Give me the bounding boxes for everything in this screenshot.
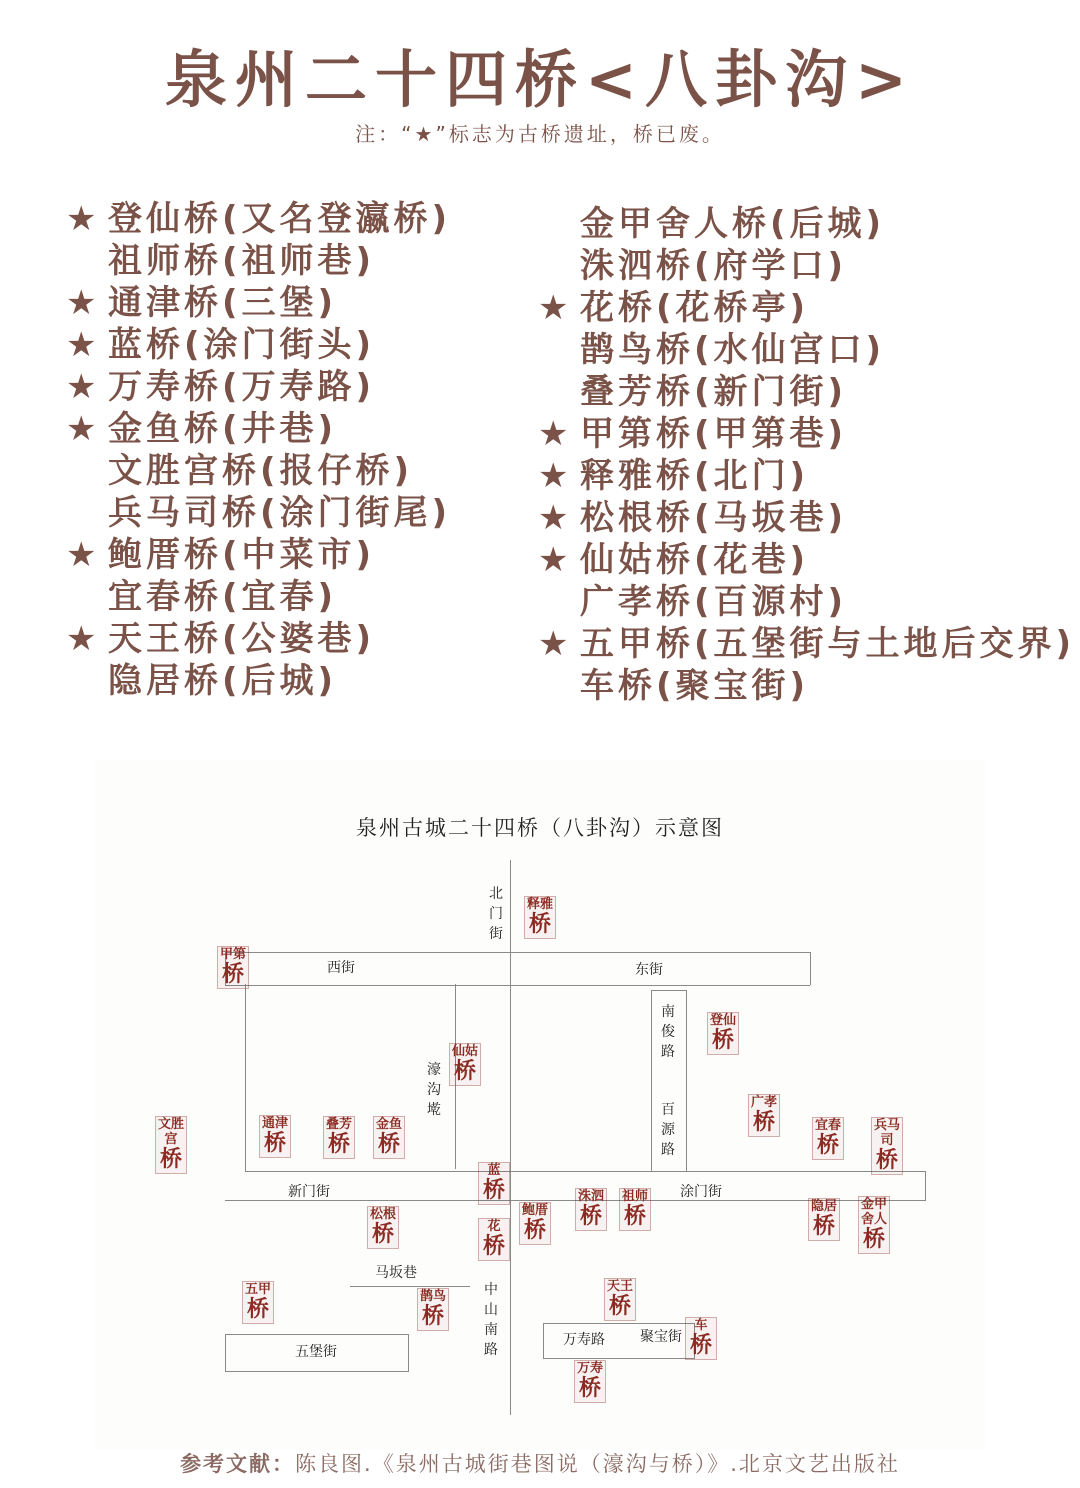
road-line bbox=[350, 1286, 470, 1287]
bridge-list-right bbox=[538, 203, 1075, 707]
seal-tianwang: 天王 桥 bbox=[604, 1278, 636, 1321]
star-icon bbox=[538, 329, 580, 371]
bridge-list-text: 鹊鸟桥(水仙宫口) bbox=[580, 330, 886, 370]
map-title: 泉州古城二十四桥（八卦沟）示意图 bbox=[356, 816, 724, 840]
star-icon: ★ bbox=[66, 535, 101, 575]
bridge-list-item bbox=[66, 324, 451, 366]
seal-bingmasi: 兵马司 桥 bbox=[871, 1117, 903, 1175]
bridge-list-text: 车桥(聚宝街) bbox=[580, 666, 810, 706]
star-icon: ★ bbox=[538, 540, 573, 580]
seal-jinyu: 金鱼 桥 bbox=[373, 1116, 405, 1159]
bridge-list-text: 叠芳桥(新门街) bbox=[580, 372, 848, 412]
star-icon bbox=[66, 576, 108, 618]
seal-queniao: 鹊鸟 桥 bbox=[417, 1288, 449, 1331]
bridge-list-text: 通津桥(三堡) bbox=[108, 283, 338, 323]
haogoudun-label: 濠沟墘 bbox=[427, 1062, 441, 1118]
bridge-list-text: 金甲舍人桥(后城) bbox=[580, 204, 886, 244]
beimenjie-label: 北门街 bbox=[489, 886, 503, 942]
bridge-list-item bbox=[538, 665, 1075, 707]
bridge-list-text: 蓝桥(涂门街头) bbox=[108, 325, 376, 365]
bridge-list-item bbox=[66, 618, 451, 660]
bridge-list-text: 广孝桥(百源村) bbox=[580, 582, 848, 622]
star-icon bbox=[538, 203, 580, 245]
bridge-list-item bbox=[538, 287, 1075, 329]
bridge-list-text: 祖师桥(祖师巷) bbox=[108, 241, 376, 281]
page-title: 泉州二十四桥<八卦沟> bbox=[165, 43, 915, 116]
seal-jiadi: 甲第 桥 bbox=[217, 946, 249, 989]
star-icon: ★ bbox=[538, 498, 573, 538]
star-icon: ★ bbox=[66, 283, 101, 323]
bridge-list-item bbox=[66, 240, 451, 282]
zhongshannanlu-label: 中山南路 bbox=[484, 1282, 498, 1358]
bridge-list-item bbox=[66, 408, 451, 450]
wanshoulu-label: 万寿路 bbox=[563, 1332, 605, 1348]
seal-zushi: 祖师 桥 bbox=[619, 1188, 651, 1231]
seal-dengxian: 登仙 桥 bbox=[707, 1012, 739, 1055]
bridge-list-item bbox=[538, 245, 1075, 287]
bridge-list-text: 花桥(花桥亭) bbox=[580, 288, 810, 328]
road-line bbox=[925, 1171, 926, 1201]
star-icon bbox=[66, 450, 108, 492]
star-icon bbox=[66, 492, 108, 534]
star-icon: ★ bbox=[66, 199, 101, 239]
star-icon: ★ bbox=[538, 414, 573, 454]
bridge-list-text: 释雅桥(北门) bbox=[580, 456, 810, 496]
seal-guangxiao: 广孝 桥 bbox=[748, 1094, 780, 1137]
bridge-list-item bbox=[538, 203, 1075, 245]
seal-jinjiasheren: 金甲舍人 桥 bbox=[858, 1196, 890, 1254]
bridge-list-item bbox=[66, 282, 451, 324]
bridge-list-left bbox=[66, 198, 451, 702]
bridge-list-text: 仙姑桥(花巷) bbox=[580, 540, 810, 580]
seal-xiangu: 仙姑 桥 bbox=[449, 1043, 481, 1086]
road-line bbox=[245, 1171, 925, 1172]
dongjie-label: 东街 bbox=[635, 962, 663, 978]
bridge-list-text: 隐居桥(后城) bbox=[108, 661, 338, 701]
road-line bbox=[245, 984, 246, 1172]
bridge-list-text: 文胜宫桥(报仔桥) bbox=[108, 451, 414, 491]
bridge-list-text: 宜春桥(宜春) bbox=[108, 577, 338, 617]
seal-shiya: 释雅 桥 bbox=[524, 896, 556, 939]
bridge-list-text: 洙泗桥(府学口) bbox=[580, 246, 848, 286]
star-icon bbox=[538, 371, 580, 413]
road-line bbox=[810, 952, 811, 985]
star-icon bbox=[66, 660, 108, 702]
nanjunlu-label: 南俊路 bbox=[661, 1004, 675, 1060]
bridge-list-item bbox=[66, 450, 451, 492]
seal-songgen: 松根 桥 bbox=[367, 1206, 399, 1249]
star-icon bbox=[538, 245, 580, 287]
bridge-map bbox=[95, 760, 985, 1450]
bridge-list-item bbox=[66, 366, 451, 408]
bridge-list-item bbox=[66, 576, 451, 618]
bridge-list-item bbox=[66, 198, 451, 240]
seal-yinju: 隐居 桥 bbox=[808, 1198, 840, 1241]
bridge-list-text: 万寿桥(万寿路) bbox=[108, 367, 376, 407]
star-icon: ★ bbox=[66, 619, 101, 659]
bridge-list-text: 五甲桥(五堡街与土地后交界) bbox=[580, 624, 1076, 664]
bridge-list-item bbox=[538, 413, 1075, 455]
xijie-label: 西街 bbox=[327, 960, 355, 976]
seal-baocuo: 鲍厝 桥 bbox=[519, 1202, 551, 1245]
bridge-list-text: 松根桥(马坂巷) bbox=[580, 498, 848, 538]
xijie-street bbox=[225, 952, 810, 986]
jubaojie-label: 聚宝街 bbox=[640, 1329, 682, 1345]
bridge-list-item bbox=[538, 329, 1075, 371]
star-icon: ★ bbox=[538, 624, 573, 664]
reference-label: 参考文献： bbox=[180, 1452, 296, 1476]
bridge-list-text: 甲第桥(甲第巷) bbox=[580, 414, 848, 454]
baiyuanlu-label: 百源路 bbox=[661, 1102, 675, 1158]
bridge-list-item bbox=[66, 534, 451, 576]
bridge-list-item bbox=[538, 581, 1075, 623]
seal-wenshenggong: 文胜宫 桥 bbox=[155, 1116, 187, 1174]
bridge-list-item bbox=[66, 492, 451, 534]
reference bbox=[0, 1448, 1080, 1478]
tumenjie-label: 涂门街 bbox=[680, 1184, 722, 1200]
bridge-list-text: 登仙桥(又名登瀛桥) bbox=[108, 199, 452, 239]
star-icon: ★ bbox=[538, 288, 573, 328]
star-icon bbox=[66, 240, 108, 282]
seal-lan: 蓝 桥 bbox=[478, 1162, 510, 1205]
seal-tongjin: 通津 桥 bbox=[259, 1115, 291, 1158]
seal-wujia: 五甲 桥 bbox=[242, 1281, 274, 1324]
bridge-list-item bbox=[538, 455, 1075, 497]
star-icon bbox=[538, 665, 580, 707]
bridge-list-item bbox=[66, 660, 451, 702]
bridge-list-item bbox=[538, 371, 1075, 413]
star-icon bbox=[538, 581, 580, 623]
bridge-list-item bbox=[538, 539, 1075, 581]
reference-text: 陈良图.《泉州古城街巷图说（濠沟与桥）》.北京文艺出版社 bbox=[295, 1452, 900, 1476]
bridge-list-text: 兵马司桥(涂门街尾) bbox=[108, 493, 452, 533]
star-icon: ★ bbox=[538, 456, 573, 496]
mabanxiang-label: 马坂巷 bbox=[375, 1265, 417, 1281]
seal-diefang: 叠芳 桥 bbox=[323, 1116, 355, 1159]
xinmenjie-label: 新门街 bbox=[288, 1184, 330, 1200]
star-icon: ★ bbox=[66, 367, 101, 407]
bridge-list-item bbox=[538, 497, 1075, 539]
seal-che: 车 桥 bbox=[685, 1317, 717, 1360]
seal-hua: 花 桥 bbox=[478, 1218, 510, 1261]
star-note: 注：“★”标志为古桥遗址，桥已废。 bbox=[355, 122, 725, 146]
seal-yichun: 宜春 桥 bbox=[812, 1117, 844, 1160]
seal-zhusi: 洙泗 桥 bbox=[575, 1188, 607, 1231]
star-icon: ★ bbox=[66, 325, 101, 365]
bridge-list-text: 金鱼桥(井巷) bbox=[108, 409, 338, 449]
seal-wanshou: 万寿 桥 bbox=[574, 1360, 606, 1403]
bridge-list-text: 天王桥(公婆巷) bbox=[108, 619, 376, 659]
bridge-list-item bbox=[538, 623, 1075, 665]
road-line bbox=[510, 860, 511, 1415]
wubaojie-label: 五堡街 bbox=[295, 1344, 337, 1360]
bridge-list-text: 鲍厝桥(中菜市) bbox=[108, 535, 376, 575]
star-icon: ★ bbox=[66, 409, 101, 449]
